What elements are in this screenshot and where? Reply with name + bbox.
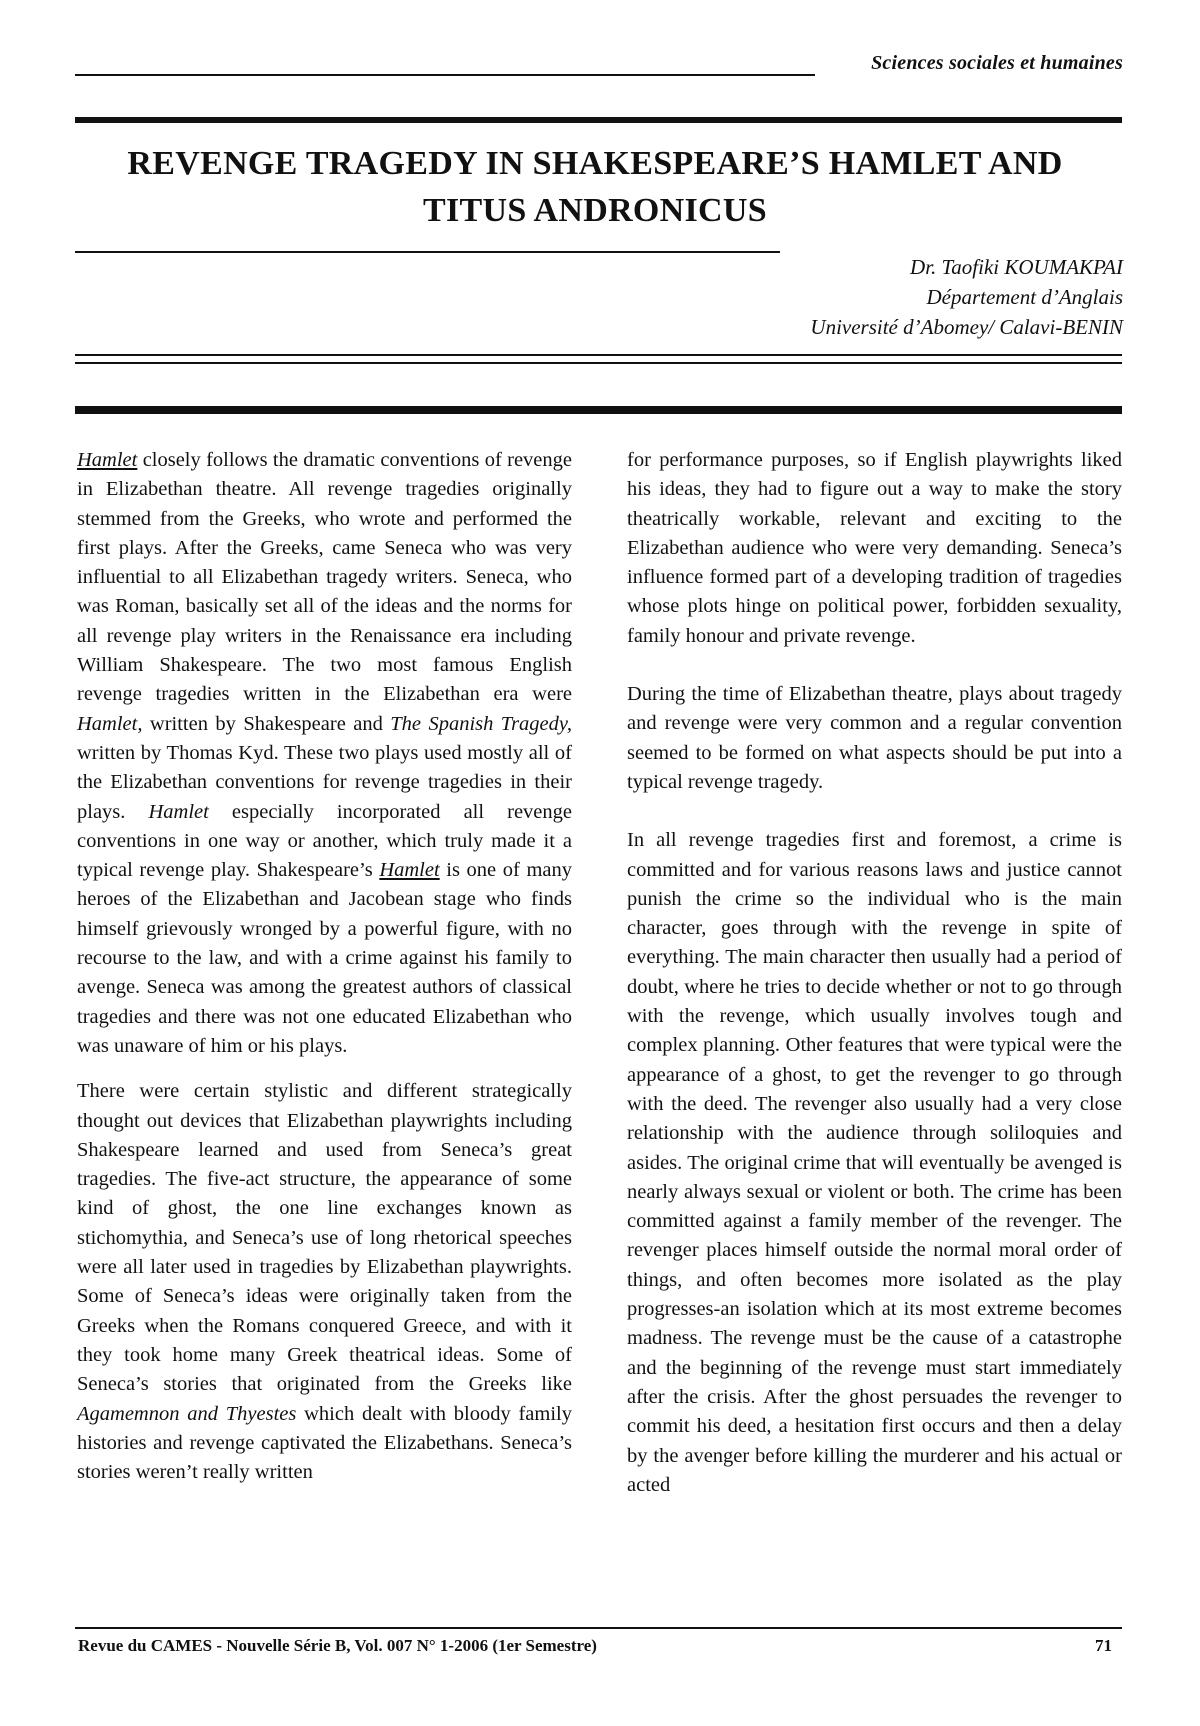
- author-department: Département d’Anglais: [926, 285, 1123, 309]
- author-name: Dr. Taofiki KOUMAKPAI: [910, 255, 1123, 279]
- body-text: is one of many heroes of the Elizabethan and Jacobean stage who finds himself grievously wronged by a powerful figure, with no recourse to the law, and with a crime against his family to avenge. Seneca was among the greatest authors of classical tragedies and there was not one educated Elizabethan who was unaware of him or his plays.: [77, 859, 572, 1057]
- article-title: [70, 140, 1120, 234]
- journal-citation: Revue du CAMES - Nouvelle Série B, Vol. 007 N° 1-2006 (1er Semestre): [78, 1636, 597, 1655]
- header-rule: [75, 74, 815, 76]
- page-number: 71: [1095, 1636, 1112, 1655]
- work-title-agamemnon-thyestes: Agamemnon and Thyestes: [77, 1402, 297, 1425]
- section-label: Sciences sociales et humaines: [871, 52, 1123, 74]
- author-university: Université d’Abomey/ Calavi-BENIN: [810, 315, 1123, 339]
- body-top-rule: [75, 406, 1122, 414]
- author-rule-2: [75, 362, 1122, 364]
- work-title-hamlet: Hamlet: [148, 800, 209, 823]
- body-text: especially incorporated all revenge conventions in one way or another, which truly made it a typical revenge play. Shakespeare’s: [77, 800, 572, 882]
- title-line-1: REVENGE TRAGEDY IN SHAKESPEARE’S HAMLET AND: [127, 145, 1063, 182]
- body-text: written by Thomas Kyd. These two plays used mostly all of the Elizabethan conventions for revenge tragedies in their plays.: [77, 741, 572, 823]
- body-text: closely follows the dramatic conventions of revenge in Elizabethan theatre. All revenge tragedies originally stemmed from the Greeks, who wrote and performed the first plays. After the Greeks, came Seneca who was very influential to all Elizabethan tragedy writers. Seneca, who was Roman, basically set all of the ideas and the norms for all revenge play writers in the Renaissance era including William Shakespeare. The two most famous English revenge tragedies written in the Elizabethan era were: [77, 449, 572, 706]
- body-text: written by Shakespeare and: [142, 712, 391, 735]
- author-rule-1: [75, 354, 1122, 356]
- left-column: [77, 446, 572, 1487]
- title-top-rule: [75, 117, 1122, 123]
- author-block: [810, 252, 1123, 342]
- left-paragraph-2: [77, 1077, 572, 1487]
- work-title-hamlet: Hamlet: [379, 859, 440, 882]
- right-paragraph-1: for performance purposes, so if English playwrights liked his ideas, they had to figure out a way to make the story theatrically workable, relevant and exciting to the Elizabethan audience who were very demanding. Seneca’s influence formed part of a developing tradition of tragedies whose plots hinge on political power, forbidden sexuality, family honour and private revenge.: [627, 449, 1122, 647]
- title-bottom-rule: [75, 251, 780, 253]
- right-paragraph-3: In all revenge tragedies first and foremost, a crime is committed and for various reasons laws and justice cannot punish the crime so the individual who is the main character, goes through with the revenge in spite of everything. The main character then usually had a period of doubt, where he tries to decide whether or not to go through with the revenge, which usually involves tough and complex planning. Other features that were typical were the appearance of a ghost, to get the revenger to go through with the deed. The revenger also usually had a very close relationship with the audience through soliloquies and asides. The original crime that will eventually be avenged is nearly always sexual or violent or both. The crime has been committed against a family member of the revenger. The revenger places himself outside the normal moral order of things, and often becomes more isolated as the play progresses-an isolation which at its most extreme becomes madness. The revenge must be the cause of a catastrophe and the beginning of the revenge must start immediately after the crisis. After the ghost persuades the revenger to commit his deed, a hesitation first occurs and then a delay by the avenger before killing the murderer and his actual or acted: [627, 829, 1122, 1496]
- left-paragraph-1: [77, 446, 572, 1061]
- right-column: [627, 446, 1122, 1500]
- work-title-hamlet: Hamlet: [77, 449, 138, 471]
- footer-rule: [75, 1627, 1122, 1629]
- right-paragraph-2: During the time of Elizabethan theatre, plays about tragedy and revenge were very common and a regular convention seemed to be formed on what aspects should be put into a typical revenge tragedy.: [627, 683, 1122, 793]
- title-line-2: TITUS ANDRONICUS: [423, 192, 767, 229]
- work-title-spanish-tragedy: The Spanish Tragedy,: [390, 712, 572, 735]
- body-text: which dealt with bloody family histories and revenge captivated the Elizabethans. Seneca’s stories weren’t really written: [77, 1402, 572, 1484]
- body-text: There were certain stylistic and different strategically thought out devices that Elizabethan playwrights including Shakespeare learned and used from Seneca’s great tragedies. The five-act structure, the appearance of some kind of ghost, the one line exchanges known as stichomythia, and Seneca’s use of long rhetorical speeches were all later used in tragedies by Elizabethan playwrights. Some of Seneca’s ideas were originally taken from the Greeks when the Romans conquered Greece, and with it they took home many Greek theatrical ideas. Some of Seneca’s stories that originated from the Greeks like: [77, 1080, 572, 1396]
- work-title-hamlet: Hamlet,: [77, 712, 143, 735]
